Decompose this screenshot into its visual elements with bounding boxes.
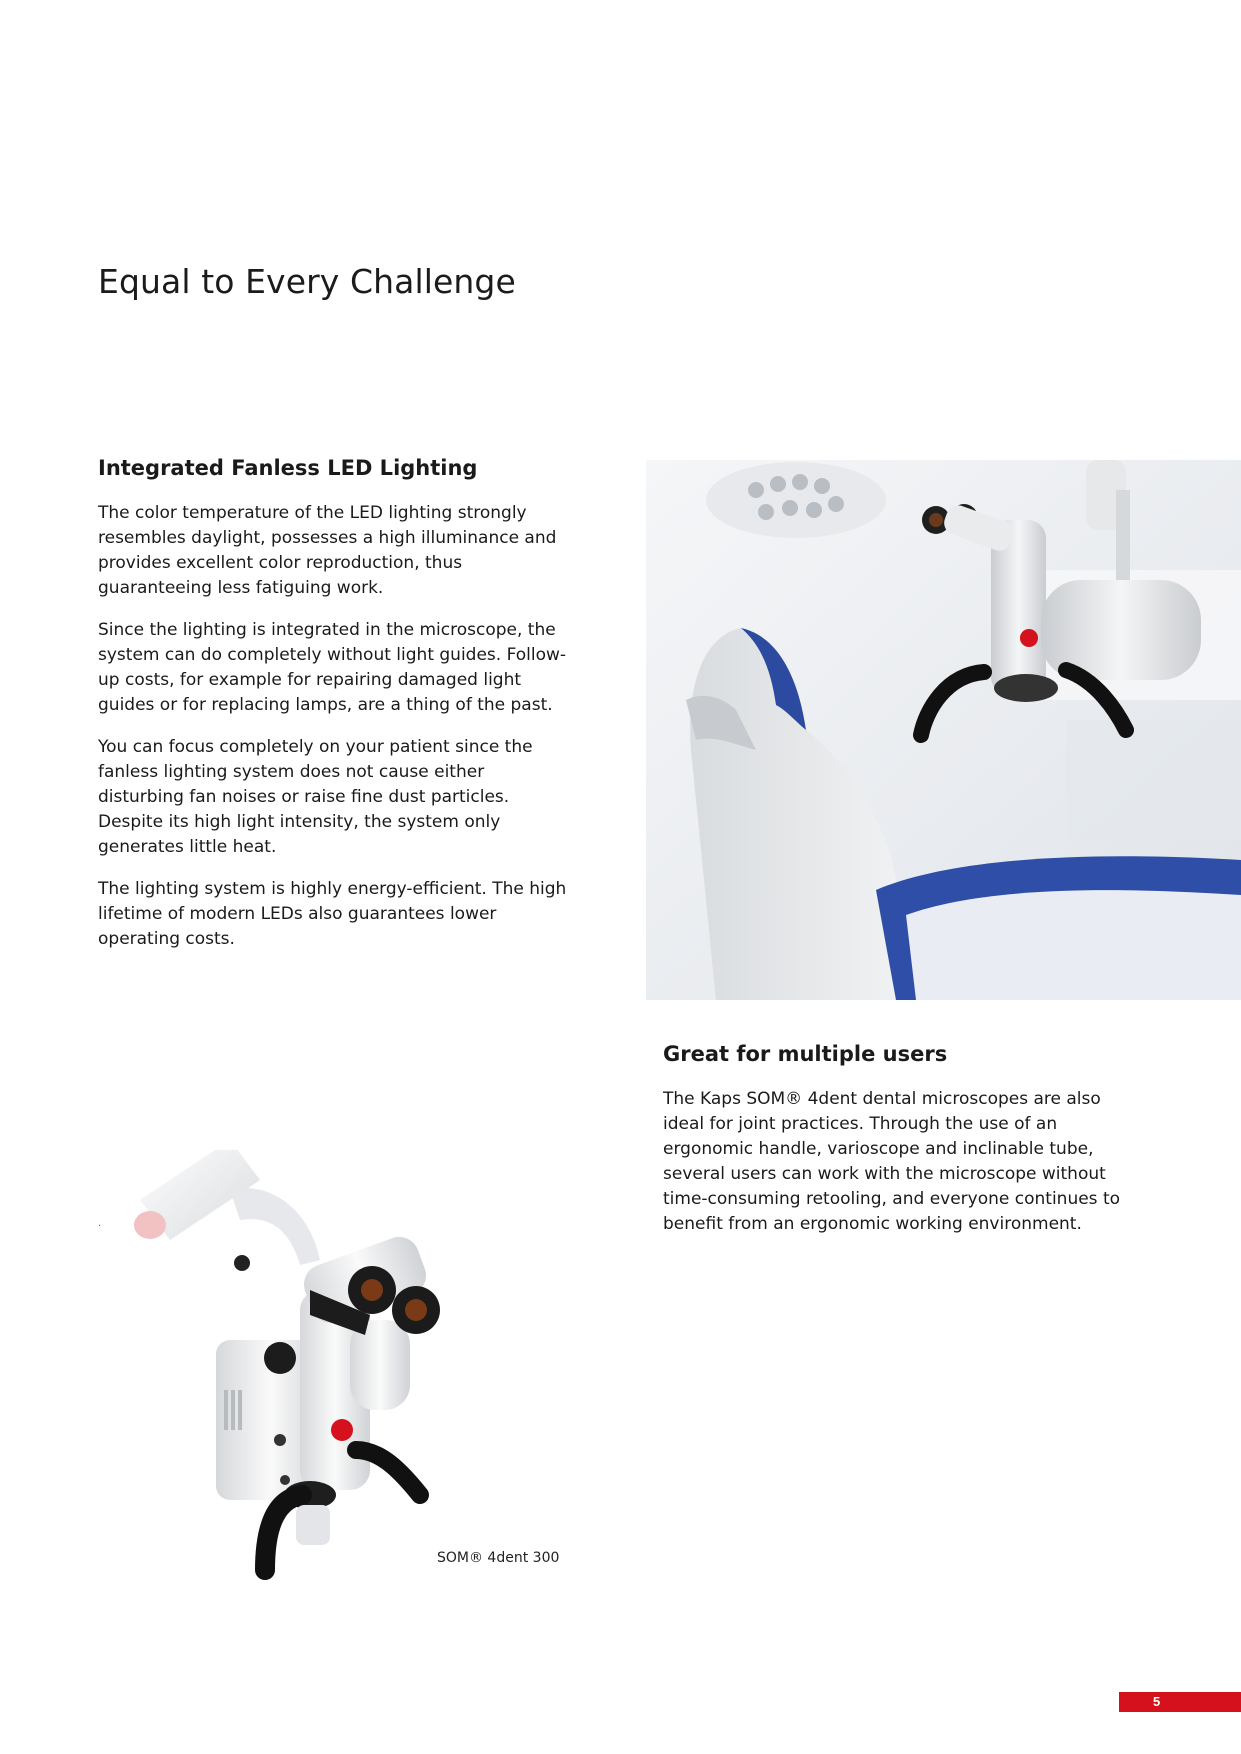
page-title: Equal to Every Challenge: [98, 262, 516, 301]
paragraph: You can focus completely on your patient since the fanless lighting system does not cause either disturbing fan noises or raise fine dust particles. Despite its high light intensity, the system only generates little heat.: [98, 737, 533, 857]
page-number-tab: 5: [1119, 1692, 1241, 1712]
section-body-led-lighting: [98, 501, 568, 969]
section-heading-led-lighting: Integrated Fanless LED Lighting: [98, 456, 478, 480]
paragraph: The color temperature of the LED lighting strongly resembles daylight, possesses a high illuminance and provides excellent color reproduction, thus guaranteeing less fatiguing work.: [98, 503, 557, 598]
stray-mark: .: [98, 1218, 102, 1229]
product-caption: SOM® 4dent 300: [437, 1550, 560, 1566]
paragraph: The Kaps SOM® 4dent dental microscopes are also ideal for joint practices. Through the use of an ergonomic handle, varioscope and inclinable tube, several users can work with the microscope without time-consuming retooling, and everyone continues to benefit from an ergonomic working environment.: [663, 1089, 1121, 1234]
paragraph: Since the lighting is integrated in the microscope, the system can do completely without light guides. Follow-up costs, for example for repairing damaged light guides or for replacing lamps, are a thing of the past.: [98, 620, 567, 715]
section-body-multiple-users: [663, 1087, 1133, 1254]
paragraph: The lighting system is highly energy-efficient. The high lifetime of modern LEDs also guarantees lower operating costs.: [98, 879, 567, 949]
dental-clinic-photo: [646, 460, 1241, 1000]
microscope-product-photo: [120, 1150, 520, 1590]
section-heading-multiple-users: Great for multiple users: [663, 1042, 948, 1066]
